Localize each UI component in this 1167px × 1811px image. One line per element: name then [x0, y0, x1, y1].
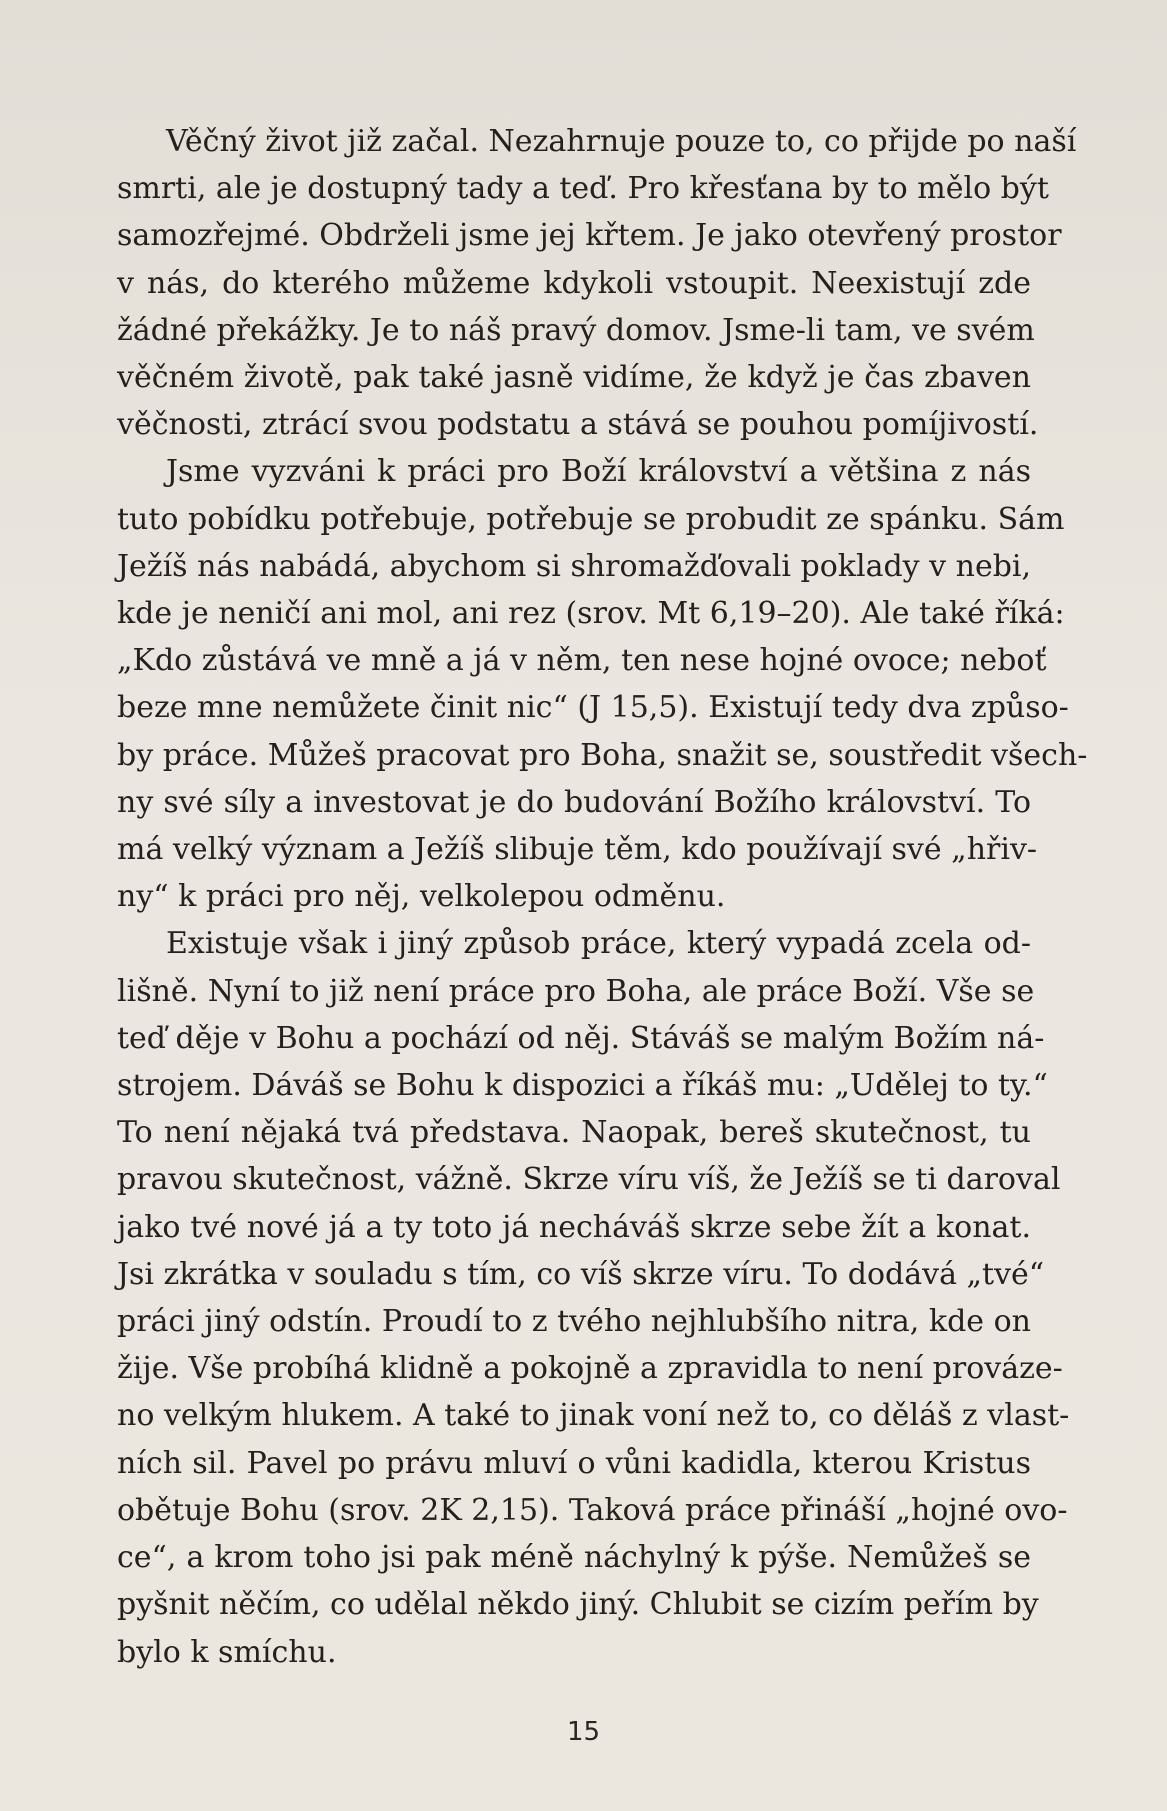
text-line: strojem. Dáváš se Bohu k dispozici a říkáš mu: „Udělej to ty.“ — [117, 1068, 1048, 1104]
text-line: samozřejmé. Obdrželi jsme jej křtem. Je jako otevřený prostor — [117, 218, 1062, 254]
text-line: věčnosti, ztrácí svou podstatu a stává se pouhou pomíjivostí. — [117, 407, 1039, 443]
text-line: To není nějaká tvá představa. Naopak, bereš skutečnost, tu — [117, 1115, 1031, 1151]
text-line: ny své síly a investovat je do budování Božího království. To — [117, 784, 1031, 820]
text-line: Jsme vyzváni k práci pro Boží království a většina z nás — [166, 454, 1031, 490]
page-number: 15 — [566, 1717, 601, 1747]
text-line: obětuje Bohu (srov. 2K 2,15). Taková práce přináší „hojné ovo- — [117, 1492, 1068, 1528]
text-line: lišně. Nyní to již není práce pro Boha, ale práce Boží. Vše se — [117, 973, 1035, 1009]
text-line: Existuje však i jiný způsob práce, který vypadá zcela od- — [166, 926, 1031, 962]
text-line: teď děje v Bohu a pochází od něj. Stáváš se malým Božím ná- — [117, 1020, 1045, 1056]
paragraph-2 — [117, 448, 1088, 920]
text-line: práci jiný odstín. Proudí to z tvého nejhlubšího nitra, kde on — [117, 1304, 1031, 1340]
text-line: beze mne nemůžete činit nic“ (J 15,5). Existují tedy dva způso- — [117, 690, 1069, 726]
text-line: ních sil. Pavel po právu mluví o vůni kadidla, kterou Kristus — [117, 1445, 1031, 1481]
text-line: bylo k smíchu. — [117, 1634, 337, 1670]
body-text — [117, 118, 1088, 1676]
text-line: no velkým hlukem. A také to jinak voní než to, co děláš z vlast- — [117, 1398, 1070, 1434]
text-line: žije. Vše probíhá klidně a pokojně a zpravidla to není prováze- — [117, 1351, 1063, 1387]
text-line: věčném životě, pak také jasně vidíme, že když je čas zbaven — [117, 360, 1031, 396]
text-line: v nás, do kterého můžeme kdykoli vstoupit. Neexistují zde — [117, 265, 1031, 301]
text-line: smrti, ale je dostupný tady a teď. Pro křesťana by to mělo být — [117, 171, 1049, 207]
text-line: „Kdo zůstává ve mně a já v něm, ten nese hojné ovoce; neboť — [117, 643, 1047, 679]
text-line: by práce. Můžeš pracovat pro Boha, snažit se, soustředit všech- — [117, 737, 1088, 773]
text-line: ce“, a krom toho jsi pak méně náchylný k pýše. Nemůžeš se — [117, 1540, 1031, 1576]
text-line: pravou skutečnost, vážně. Skrze víru víš, že Ježíš se ti daroval — [117, 1162, 1061, 1198]
text-line: tuto pobídku potřebuje, potřebuje se probudit ze spánku. Sám — [117, 501, 1065, 537]
text-line: Jsi zkrátka v souladu s tím, co víš skrze víru. To dodává „tvé“ — [117, 1256, 1045, 1292]
text-line: Věčný život již začal. Nezahrnuje pouze to, co přijde po naší — [166, 124, 1077, 159]
text-line: jako tvé nové já a ty toto já necháváš skrze sebe žít a konat. — [117, 1209, 1031, 1245]
text-line: žádné překážky. Je to náš pravý domov. Jsme-li tam, ve svém — [117, 312, 1035, 348]
text-line: pyšnit něčím, co udělal někdo jiný. Chlubit se cizím peřím by — [117, 1587, 1039, 1623]
text-line: ny“ k práci pro něj, velkolepou odměnu. — [117, 879, 726, 915]
text-line: kde je neničí ani mol, ani rez (srov. Mt 6,19–20). Ale také říká: — [117, 596, 1065, 632]
text-line: má velký význam a Ježíš slibuje těm, kdo používají své „hřiv- — [117, 832, 1038, 868]
text-line: Ježíš nás nabádá, abychom si shromažďovali poklady v nebi, — [117, 548, 1032, 584]
paragraph-3 — [117, 920, 1070, 1675]
paragraph-1 — [117, 118, 1077, 448]
